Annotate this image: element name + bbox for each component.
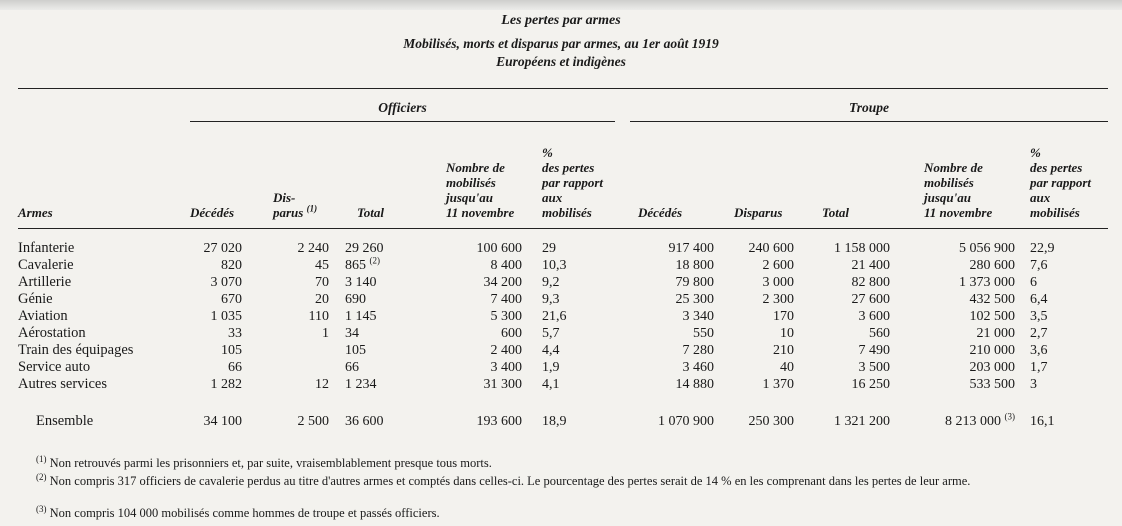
- cell-om: 5 300: [490, 309, 522, 324]
- cell-od: 34 100: [203, 414, 242, 429]
- cell-td: 1 070 900: [658, 414, 714, 429]
- cell-tt: 3 600: [858, 309, 890, 324]
- cell-om: 7 400: [490, 292, 522, 307]
- cell-tm: 432 500: [969, 292, 1015, 307]
- cell-td: 3 460: [682, 360, 714, 375]
- cell-op: 10,3: [542, 258, 567, 273]
- cell-odi: 70: [315, 275, 329, 290]
- cell-ot: 1 234: [345, 377, 377, 392]
- cell-om: 8 400: [490, 258, 522, 273]
- cell-od: 820: [221, 258, 242, 273]
- cell-tp: 2,7: [1030, 326, 1048, 341]
- cell-td: 25 300: [675, 292, 714, 307]
- col-header-off-total: Total: [357, 205, 384, 220]
- cell-op: 9,3: [542, 292, 560, 307]
- row-label: Train des équipages: [18, 342, 134, 358]
- group-rule-troupe: [630, 121, 1108, 122]
- cell-tdi: 250 300: [748, 414, 794, 429]
- cell-tt: 27 600: [851, 292, 890, 307]
- cell-tm: 5 056 900: [959, 241, 1015, 256]
- cell-op: 9,2: [542, 275, 560, 290]
- cell-tdi: 2 300: [762, 292, 794, 307]
- col-header-off-decedes: Décédés: [190, 205, 235, 220]
- row-label: Aérostation: [18, 325, 86, 341]
- cell-ot: 865 $^{(2)}$: [345, 255, 380, 273]
- cell-td: 917 400: [668, 241, 714, 256]
- cell-td: 18 800: [675, 258, 714, 273]
- cell-om: 100 600: [476, 241, 522, 256]
- cell-odi: 1: [322, 326, 329, 341]
- cell-ot: 105: [345, 343, 366, 358]
- cell-tp: 3,6: [1030, 343, 1048, 358]
- cell-tdi: 1 370: [762, 377, 794, 392]
- scan-top-strip: [0, 0, 1122, 10]
- cell-td: 14 880: [675, 377, 714, 392]
- cell-tp: 1,7: [1030, 360, 1048, 375]
- cell-od: 66: [228, 360, 242, 375]
- cell-tp: 22,9: [1030, 241, 1055, 256]
- cell-tm: 203 000: [969, 360, 1015, 375]
- cell-tm: 21 000: [976, 326, 1015, 341]
- cell-odi: 2 240: [297, 241, 329, 256]
- cell-od: 1 282: [210, 377, 242, 392]
- cell-tt: 560: [869, 326, 890, 341]
- page-subtitle-2: Européens et indigènes: [496, 54, 626, 69]
- cell-ot: 1 145: [345, 309, 377, 324]
- col-header-tr-mobilises: Nombre de mobilisés jusqu'au 11 novembre: [924, 160, 993, 220]
- cell-tp: 16,1: [1030, 414, 1055, 429]
- row-label: Aviation: [18, 308, 68, 324]
- col-header-off-mobilises: Nombre de mobilisés jusqu'au 11 novembre: [446, 160, 515, 220]
- cell-tp: 7,6: [1030, 258, 1048, 273]
- cell-ot: 3 140: [345, 275, 377, 290]
- cell-odi: 20: [315, 292, 329, 307]
- cell-tt: 82 800: [851, 275, 890, 290]
- group-rule-officiers: [190, 121, 615, 122]
- cell-tdi: 40: [780, 360, 794, 375]
- page-title: Les pertes par armes: [501, 13, 621, 28]
- cell-tdi: 170: [773, 309, 794, 324]
- cell-tm: 280 600: [969, 258, 1015, 273]
- cell-tdi: 240 600: [748, 241, 794, 256]
- table-top-rule: [18, 88, 1108, 89]
- cell-op: 4,4: [542, 343, 560, 358]
- cell-tp: 6: [1030, 275, 1037, 290]
- row-label: Artillerie: [18, 274, 72, 290]
- col-header-tr-pct: % des pertes par rapport aux mobilisés: [1030, 145, 1092, 220]
- col-header-tr-total: Total: [822, 205, 849, 220]
- cell-tp: 3: [1030, 377, 1037, 392]
- row-label: Infanterie: [18, 240, 75, 256]
- col-header-tr-decedes: Décédés: [638, 205, 683, 220]
- footnote-3: $^{(3)}$ Non compris 104 000 mobilisés comme hommes de troupe et passés officiers.: [36, 503, 440, 520]
- cell-td: 550: [693, 326, 714, 341]
- cell-tp: 3,5: [1030, 309, 1048, 324]
- cell-ot: 66: [345, 360, 359, 375]
- cell-td: 79 800: [675, 275, 714, 290]
- cell-tm: 8 213 000 $^{(3)}$: [945, 411, 1015, 429]
- footnote-1: $^{(1)}$ Non retrouvés parmi les prisonniers et, par suite, vraisemblablement presque tous morts.: [36, 453, 492, 470]
- cell-td: 7 280: [682, 343, 714, 358]
- cell-op: 18,9: [542, 414, 567, 429]
- cell-od: 670: [221, 292, 242, 307]
- row-label: Ensemble: [36, 413, 94, 429]
- page-subtitle: Mobilisés, morts et disparus par armes, au 1er août 1919: [403, 36, 719, 51]
- cell-om: 193 600: [476, 414, 522, 429]
- group-header-officiers: Officiers: [378, 100, 427, 115]
- cell-od: 33: [228, 326, 242, 341]
- cell-od: 3 070: [210, 275, 242, 290]
- row-label: Génie: [18, 291, 53, 307]
- col-header-off-pct: % des pertes par rapport aux mobilisés: [542, 145, 604, 220]
- cell-tdi: 3 000: [762, 275, 794, 290]
- cell-ot: 690: [345, 292, 366, 307]
- cell-ot: 34: [345, 326, 359, 341]
- cell-op: 29: [542, 241, 556, 256]
- cell-tdi: 210: [773, 343, 794, 358]
- cell-od: 1 035: [210, 309, 242, 324]
- cell-odi: 45: [315, 258, 329, 273]
- cell-ot: 36 600: [345, 414, 384, 429]
- footnote-2: $^{(2)}$ Non compris 317 officiers de cavalerie perdus au titre d'autres armes et comptés dans celles-ci. Le pourcentage des pertes serait de 14 % en les comprenant dans les pertes de leur arme.: [36, 471, 971, 488]
- cell-om: 3 400: [490, 360, 522, 375]
- cell-op: 4,1: [542, 377, 560, 392]
- cell-om: 31 300: [483, 377, 522, 392]
- cell-tm: 533 500: [969, 377, 1015, 392]
- col-header-tr-disparus: Disparus: [734, 205, 783, 220]
- cell-td: 3 340: [682, 309, 714, 324]
- cell-tp: 6,4: [1030, 292, 1048, 307]
- col-header-off-disparus: Dis- parus $^{(1)}$: [273, 190, 318, 220]
- group-header-troupe: Troupe: [849, 100, 889, 115]
- cell-tt: 3 500: [858, 360, 890, 375]
- cell-tt: 1 158 000: [834, 241, 890, 256]
- cell-om: 600: [501, 326, 522, 341]
- row-label: Autres services: [18, 376, 107, 392]
- cell-tm: 210 000: [969, 343, 1015, 358]
- cell-odi: 12: [315, 377, 329, 392]
- cell-om: 34 200: [483, 275, 522, 290]
- cell-op: 21,6: [542, 309, 567, 324]
- header-bottom-rule: [18, 228, 1108, 229]
- cell-tt: 7 490: [858, 343, 890, 358]
- cell-op: 5,7: [542, 326, 560, 341]
- cell-tt: 1 321 200: [834, 414, 890, 429]
- cell-tt: 21 400: [851, 258, 890, 273]
- cell-tdi: 10: [780, 326, 794, 341]
- col-header-armes: Armes: [18, 205, 53, 220]
- cell-od: 105: [221, 343, 242, 358]
- cell-tt: 16 250: [851, 377, 890, 392]
- cell-om: 2 400: [490, 343, 522, 358]
- cell-ot: 29 260: [345, 241, 384, 256]
- cell-tm: 1 373 000: [959, 275, 1015, 290]
- row-label: Cavalerie: [18, 257, 74, 273]
- row-label: Service auto: [18, 359, 91, 375]
- cell-tm: 102 500: [969, 309, 1015, 324]
- cell-od: 27 020: [203, 241, 242, 256]
- cell-odi: 2 500: [297, 414, 329, 429]
- cell-op: 1,9: [542, 360, 560, 375]
- cell-odi: 110: [308, 309, 329, 324]
- cell-tdi: 2 600: [762, 258, 794, 273]
